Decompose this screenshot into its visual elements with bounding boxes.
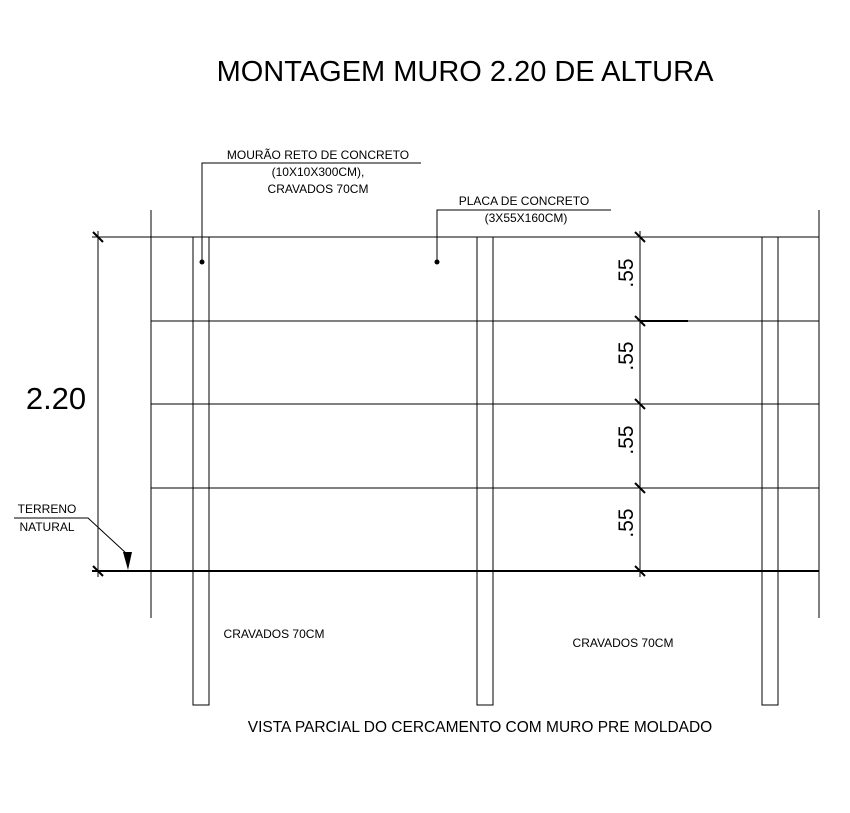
post-callout-line2: (10X10X300CM), — [271, 165, 365, 179]
post-left — [193, 237, 209, 705]
ground-callout-arrow — [123, 552, 132, 570]
total-height-dimension — [93, 231, 103, 577]
total-height-label: 2.20 — [25, 381, 87, 416]
plate-callout-line1: PLACA DE CONCRETO — [458, 194, 590, 208]
panel-dim-label-4: .55 — [615, 508, 638, 538]
post-right — [762, 237, 778, 705]
drawing-caption: VISTA PARCIAL DO CERCAMENTO COM MURO PRE MOLDADO — [247, 719, 713, 736]
drawing-title: MONTAGEM MURO 2.20 DE ALTURA — [216, 56, 714, 88]
buried-note-left: CRAVADOS 70CM — [223, 627, 325, 641]
post-callout-line3: CRAVADOS 70CM — [267, 182, 369, 196]
plate-callout-dot — [435, 260, 440, 265]
panel-dim-label-2: .55 — [615, 341, 638, 371]
panel-dim-label-3: .55 — [615, 425, 638, 455]
post-callout-line1: MOURÃO RETO DE CONCRETO — [226, 148, 410, 162]
buried-note-right: CRAVADOS 70CM — [572, 636, 674, 650]
post-callout-dot — [200, 260, 205, 265]
panel-dim-label-1: .55 — [615, 258, 638, 288]
post-middle — [477, 237, 493, 705]
plate-callout-line2: (3X55X160CM) — [484, 211, 568, 225]
ground-callout-line2: NATURAL — [19, 520, 75, 534]
ground-callout-line1: TERRENO — [17, 502, 77, 516]
